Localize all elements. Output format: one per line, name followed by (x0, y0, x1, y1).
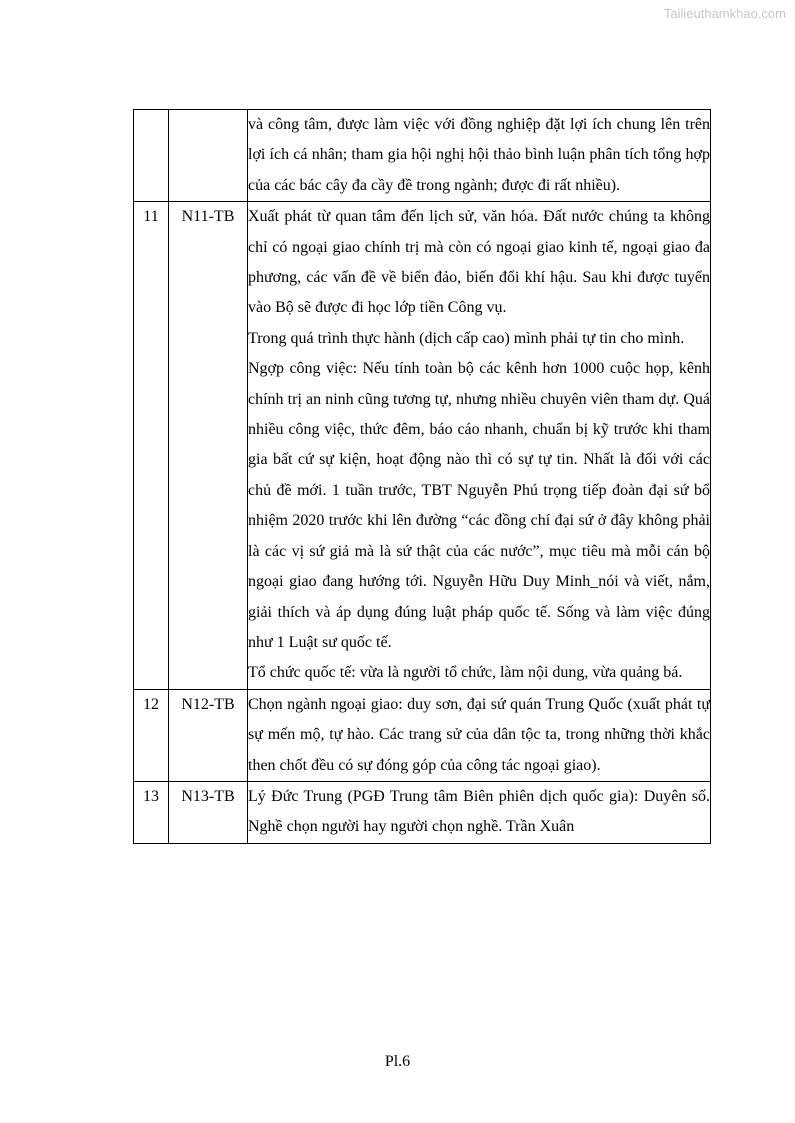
paragraph: Xuất phát từ quan tâm đến lịch sử, văn hóa. Đất nước chúng ta không chỉ có ngoại giao chính trị mà còn có ngoại giao kinh tế, ngoại giao đa phương, các vấn đề về biển đảo, biến đổi khí hậu. Sau khi được tuyển vào Bộ sẽ được đi học lớp tiền Công vụ. (248, 208, 710, 317)
table-row (134, 110, 711, 202)
interview-table (133, 109, 711, 844)
row-number-cell: 12 (134, 689, 169, 781)
row-code-cell (169, 110, 248, 202)
paragraph: Ngợp công việc: Nếu tính toàn bộ các kênh hơn 1000 cuộc họp, kênh chính trị an ninh cũng tương tự, nhưng nhiều chuyên viên tham dự. Quá nhiều công việc, thức đêm, báo cáo nhanh, chuẩn bị kỹ trước khi tham gia bất cứ sự kiện, hoạt động nào thì có sự tự tin. Nhất là đối với các chủ đề mới. 1 tuần trước, TBT Nguyễn Phú trọng tiếp đoàn đại sứ bổ nhiệm 2020 trước khi lên đường “các đồng chí đại sứ ở đây không phải là các vị sứ giả mà là sứ thật của các nước”, mục tiêu mà mỗi cán bộ ngoại giao đang hướng tới. Nguyễn Hữu Duy Minh_nói và viết, nắm, giải thích và áp dụng đúng luật pháp quốc tế. Sống và làm việc đúng như 1 Luật sư quốc tế. (248, 360, 710, 651)
row-number-cell: 11 (134, 202, 169, 690)
row-code-cell: N13-TB (169, 781, 248, 843)
paragraph: Trong quá trình thực hành (dịch cấp cao) mình phải tự tin cho mình. (248, 329, 685, 347)
page-number: Pl.6 (384, 1053, 411, 1070)
watermark-text: Tailieuthamkhao.com (663, 6, 786, 21)
paragraph: và công tâm, được làm việc với đồng nghiệp đặt lợi ích chung lên trên lợi ích cá nhân; tham gia hội nghị hội thảo bình luận phân tích tổng hợp của các bác cây đa cầy đề trong ngành; được đi rất nhiều). (248, 116, 710, 194)
paragraph: Tổ chức quốc tế: vừa là người tổ chức, làm nội dung, vừa quảng bá. (248, 664, 683, 682)
row-content-cell (248, 689, 711, 781)
row-code-cell: N12-TB (169, 689, 248, 781)
table-row (134, 689, 711, 781)
row-code-cell: N11-TB (169, 202, 248, 690)
row-content-cell (248, 781, 711, 843)
row-number-cell: 13 (134, 781, 169, 843)
row-number-cell (134, 110, 169, 202)
table-row (134, 202, 711, 690)
paragraph: Chọn ngành ngoại giao: duy sơn, đại sứ quán Trung Quốc (xuất phát tự sự mến mộ, tự hào. Các trang sử của dân tộc ta, trong những thời khắc then chốt đều có sự đóng góp của công tác ngoại giao). (248, 695, 710, 774)
paragraph: Lý Đức Trung (PGĐ Trung tâm Biên phiên dịch quốc gia): Duyên số. Nghề chọn người hay người chọn nghề. Trần Xuân (248, 787, 710, 836)
row-content-cell (248, 110, 711, 202)
table-row (134, 781, 711, 843)
row-content-cell (248, 202, 711, 690)
